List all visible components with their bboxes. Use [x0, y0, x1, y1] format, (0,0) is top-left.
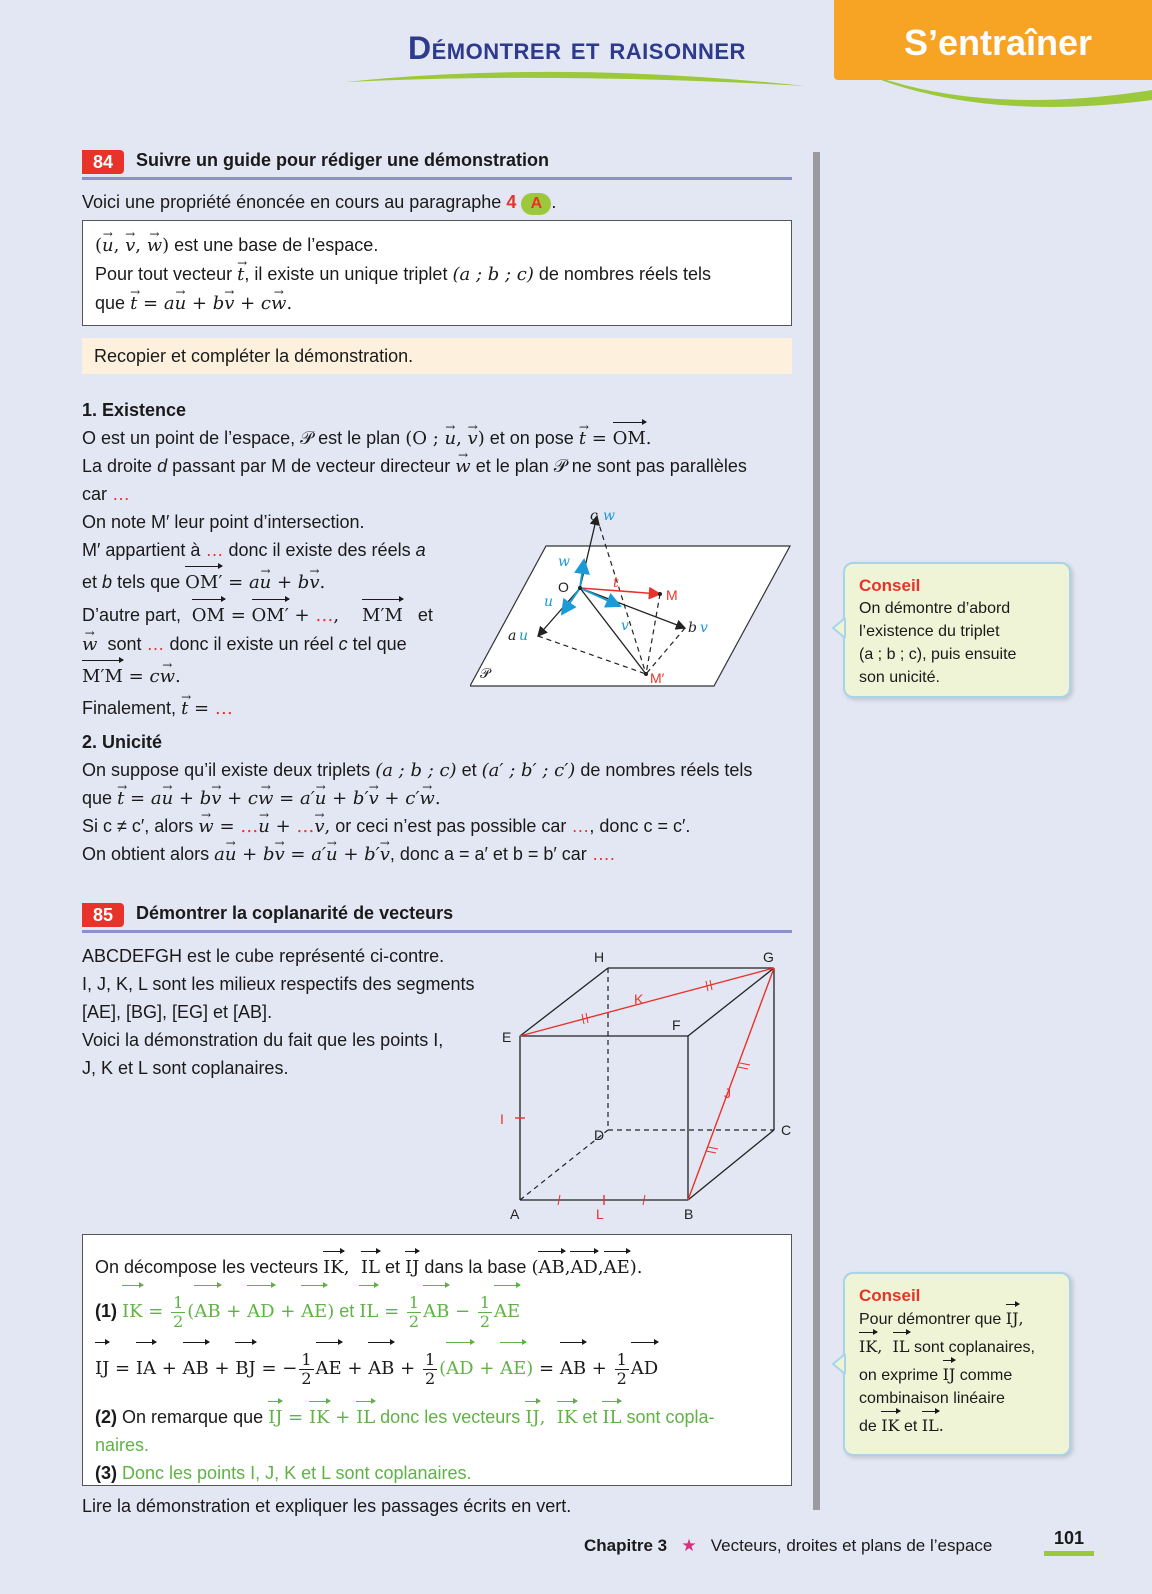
blank-3: …	[146, 634, 165, 654]
tip-box-2	[843, 1272, 1071, 1456]
step-2-label: (2)	[95, 1407, 117, 1427]
tip-1-line-1: On démontre d’abord	[859, 600, 1011, 617]
label-C: C	[781, 1122, 792, 1138]
label-G: G	[763, 949, 774, 965]
demo-ij-expression: IJ = IA + AB + BJ = − $\frac{1}{2}$ AE + AB + $\frac{1}{2}$ (AD + AE) = AB + $\frac{1}{2}$ AD	[95, 1345, 658, 1393]
triplet-1: (a ; b ; c)	[375, 760, 457, 781]
existence-line-2a: La droite	[82, 456, 153, 476]
triplet-2: (a′ ; b′ ; c′)	[481, 760, 576, 781]
tip-2-line-3a: on exprime	[859, 1367, 939, 1384]
existence-line-6c: tels que	[117, 572, 181, 592]
blank-1: …	[112, 484, 131, 504]
uniqueness-line-3b: or ceci n’est pas possible car	[335, 816, 567, 836]
paragraph-letter-badge: A	[521, 193, 551, 215]
label-A: A	[510, 1206, 520, 1222]
label-J: J	[724, 1085, 731, 1101]
step-3-text: Donc les points I, J, K et L sont coplanaires.	[122, 1463, 472, 1483]
tip-1-line-4: son unicité.	[859, 669, 940, 686]
property-line-2b: , il existe un unique triplet	[244, 264, 448, 284]
tip-2-line-2-text: sont coplanaires,	[913, 1339, 1035, 1356]
tip-2-line-5b: et	[903, 1418, 918, 1435]
existence-line-9: M′M = c→ w.	[82, 663, 181, 691]
existence-line-6a: et	[82, 572, 98, 592]
exercise-85-title: Démontrer la coplanarité de vecteurs	[136, 903, 454, 923]
demonstration-box	[82, 1234, 792, 1486]
demo-step-1: (1) IK = $\frac{1}{2}$ (AB + AD + AE) et IL = $\frac{1}{2}$ AB − $\frac{1}{2}$ AE	[95, 1287, 520, 1335]
column-separator	[813, 152, 820, 1510]
label-c: c	[590, 508, 598, 524]
plane-P	[470, 546, 790, 686]
property-line-1-text: est une base de l’espace.	[174, 235, 379, 255]
edge-EH	[520, 968, 608, 1036]
page-number-text: 101	[1053, 1528, 1085, 1548]
label-E: E	[502, 1029, 512, 1045]
uniqueness-line-3: Si c ≠ c′, alors → w = …→ u + …→ v, or ceci n’est pas possible car …, donc c = c′.	[82, 812, 690, 841]
demo-step-2: (2) On remarque que IJ = IK + IL donc les vecteurs IJ, IK et IL sont copla-	[95, 1403, 715, 1432]
existence-line-1b: et on pose	[489, 428, 574, 448]
existence-line-1: O est un point de l’espace, 𝒫 est le plan (O ; → u, → v) et on pose → t = OM.	[82, 424, 652, 453]
uniqueness-line-4a: On obtient alors	[82, 844, 210, 864]
existence-line-7b: et	[417, 605, 433, 625]
ex85-line-4: Voici la démonstration du fait que les points I,	[82, 1030, 444, 1050]
real-b: b	[102, 572, 113, 592]
step-2a: On remarque que	[122, 1407, 264, 1427]
label-Mp: M′	[650, 670, 665, 686]
property-line-2c: de nombres réels tels	[538, 264, 711, 284]
label-bv-v: v	[700, 620, 708, 636]
blank-5: …	[591, 844, 610, 864]
ex85-line-5: J, K et L sont coplanaires.	[82, 1058, 289, 1078]
existence-line-8b: sont	[107, 634, 142, 654]
existence-line-3	[82, 480, 130, 508]
label-au-u: u	[519, 628, 529, 644]
label-L: L	[596, 1206, 604, 1222]
label-u: u	[544, 594, 554, 610]
tip-2-line-3: on exprime IJ comme	[859, 1365, 1013, 1384]
existence-line-4: On note M′ leur point d’intersection.	[82, 512, 365, 532]
section-title: Démontrer et raisonner	[408, 30, 746, 66]
property-line-3a: que	[95, 293, 126, 313]
ex84-intro-text: Voici une propriété énoncée en cours au paragraphe	[82, 192, 502, 212]
existence-line-5b: donc il existe des réels	[228, 540, 411, 560]
exercise-85-number: 85	[82, 903, 124, 927]
tip-2-title: Conseil	[859, 1286, 921, 1305]
footer-chapter-title: Vecteurs, droites et plans de l’espace	[710, 1536, 993, 1555]
existence-line-8c: donc il existe un réel	[169, 634, 334, 654]
label-a: a	[508, 628, 517, 644]
demo-step-3	[95, 1459, 472, 1487]
existence-line-8e: tel que	[352, 634, 407, 654]
label-w: w	[558, 554, 570, 570]
step-2d: sont copla-	[626, 1407, 715, 1427]
label-O: O	[558, 579, 569, 595]
real-a: a	[415, 540, 426, 560]
property-line-2a: Pour tout vecteur	[95, 264, 233, 284]
label-B: B	[684, 1206, 694, 1222]
uniqueness-line-1a: On suppose qu’il existe deux triplets	[82, 760, 371, 780]
existence-line-10a: Finalement,	[82, 698, 177, 718]
tip-1-line-3: (a ; b ; c), puis ensuite	[859, 646, 1017, 663]
footer-star-icon: ★	[681, 1536, 697, 1555]
blank-2: …	[205, 540, 224, 560]
tip-2-line-3b: comme	[959, 1367, 1013, 1384]
demo-line-1: On décompose les vecteurs IK, IL et IJ dans la base (AB,AD,AE).	[95, 1253, 643, 1282]
exercise-84-number: 84	[82, 150, 124, 174]
demo-line-1a: On décompose les vecteurs	[95, 1257, 319, 1277]
ex85-final-question: Lire la démonstration et expliquer les passages écrits en vert.	[82, 1496, 572, 1516]
header	[0, 0, 1152, 110]
property-line-2: Pour tout vecteur → t, il existe un unique triplet (a ; b ; c) de nombres réels tels	[95, 260, 779, 289]
ex85-line-2: I, J, K, L sont les milieux respectifs des segments	[82, 974, 475, 994]
label-t: t	[613, 575, 619, 591]
existence-line-2b: passant par M de vecteur directeur	[172, 456, 451, 476]
uniqueness-line-3c: , donc c = c′.	[589, 816, 691, 836]
property-line-1: (→ u, → v, → w) est une base de l’espace.	[95, 231, 779, 260]
step-1-and: et	[339, 1301, 355, 1321]
real-c: c	[338, 634, 348, 654]
label-F: F	[672, 1017, 681, 1033]
paragraph-ref: 4	[506, 192, 517, 212]
exercise-84-rule	[82, 177, 792, 180]
existence-line-2: La droite d passant par M de vecteur directeur → w et le plan 𝒫 ne sont pas parallèles	[82, 452, 747, 481]
uniqueness-line-3a: Si c ≠ c′, alors	[82, 816, 194, 836]
demo-step-2-cont: naires.	[95, 1435, 150, 1455]
uniqueness-line-4b: , donc a = a′ et b = b′ car	[389, 844, 587, 864]
step-2c: et	[582, 1407, 598, 1427]
tip-2-line-1-text: Pour démontrer que	[859, 1311, 1002, 1328]
existence-line-6: et b tels que OM′ = a→ u + b→ v.	[82, 568, 325, 597]
segment-EG	[520, 968, 774, 1036]
tip-2-line-4: combinaison linéaire	[859, 1390, 1005, 1407]
label-H: H	[594, 949, 605, 965]
blank-4: …	[571, 816, 590, 836]
existence-title: 1. Existence	[82, 400, 187, 420]
uniqueness-line-4: On obtient alors a→ u + b→ v = a′→ u + b′→ v, donc a = a′ et b = b′ car ….	[82, 840, 615, 869]
existence-line-5a: M′ appartient à	[82, 540, 201, 560]
label-w-top: w	[603, 508, 615, 524]
uniqueness-line-2: que → t = a→ u + b→ v + c→ w = a′→ u + b′→ v + c′→ w.	[82, 784, 441, 813]
tip-2-line-2: IK, IL sont coplanaires,	[859, 1337, 1035, 1356]
tip-1-title: Conseil	[859, 576, 921, 595]
footer-chapter: Chapitre 3	[584, 1536, 668, 1555]
ex84-intro: Voici une propriété énoncée en cours au paragraphe 4 A .	[82, 188, 556, 216]
label-b: b	[688, 620, 697, 636]
step-3-label: (3)	[95, 1463, 117, 1483]
exercise-85-rule	[82, 930, 792, 933]
uniqueness-line-1	[82, 756, 752, 785]
existence-line-2c: et le plan 𝒫 ne sont pas parallèles	[475, 456, 747, 476]
existence-line-7: D’autre part, OM = OM′ + …, M′M et	[82, 601, 433, 630]
line-d: d	[157, 456, 168, 476]
existence-line-7a: D’autre part,	[82, 605, 182, 625]
instruction-box	[82, 338, 792, 374]
ex85-statement	[82, 942, 475, 1082]
practice-tab	[834, 0, 1152, 80]
property-box	[82, 220, 792, 326]
existence-line-3a: car	[82, 484, 108, 504]
step-1-label: (1)	[95, 1301, 117, 1321]
ex85-line-3: [AE], [BG], [EG] et [AB].	[82, 1002, 273, 1022]
label-P: 𝒫	[480, 666, 491, 682]
uniqueness-line-1c: de nombres réels tels	[580, 760, 753, 780]
footer	[584, 1536, 992, 1556]
tip-2-line-5a: de	[859, 1418, 877, 1435]
label-K: K	[634, 991, 644, 1007]
practice-tab-label: S’entraîner	[904, 22, 1093, 63]
property-triplet: (a ; b ; c)	[452, 264, 534, 285]
instruction-text: Recopier et compléter la démonstration.	[94, 346, 414, 366]
existence-line-1a: O est un point de l’espace, 𝒫 est le plan	[82, 428, 401, 448]
label-I: I	[500, 1111, 504, 1127]
exercise-84-title: Suivre un guide pour rédiger une démonstration	[136, 150, 550, 170]
ex85-line-1: ABCDEFGH est le cube représenté ci-contre.	[82, 946, 445, 966]
tip-box-1	[843, 562, 1071, 698]
uniqueness-title: 2. Unicité	[82, 732, 163, 752]
cube-figure	[500, 944, 800, 1224]
existence-line-8: → w sont … donc il existe un réel c tel que	[82, 630, 407, 659]
existence-line-5	[82, 536, 426, 564]
label-M: M	[666, 587, 678, 603]
tip-2-line-5: de IK et IL.	[859, 1416, 944, 1435]
tip-2-pointer	[832, 1354, 846, 1374]
basis-figure	[470, 508, 800, 708]
label-D: D	[594, 1127, 605, 1143]
demo-line-1b: et	[384, 1257, 400, 1277]
page-number	[1044, 1528, 1094, 1556]
existence-line-10: Finalement, → t = …	[82, 694, 233, 723]
uniqueness-line-2a: que	[82, 788, 113, 808]
demo-line-1c: dans la base	[424, 1257, 527, 1277]
page-number-underline	[1044, 1551, 1094, 1556]
tip-1-pointer	[832, 618, 846, 638]
uniqueness-line-1b: et	[461, 760, 477, 780]
tip-1-line-2: l’existence du triplet	[859, 623, 1000, 640]
tip-2-line-1: Pour démontrer que IJ,	[859, 1309, 1024, 1328]
step-2b: donc les vecteurs	[380, 1407, 521, 1427]
label-v: v	[621, 618, 629, 634]
property-line-3: que → t = a→ u + b→ v + c→ w.	[95, 289, 779, 318]
